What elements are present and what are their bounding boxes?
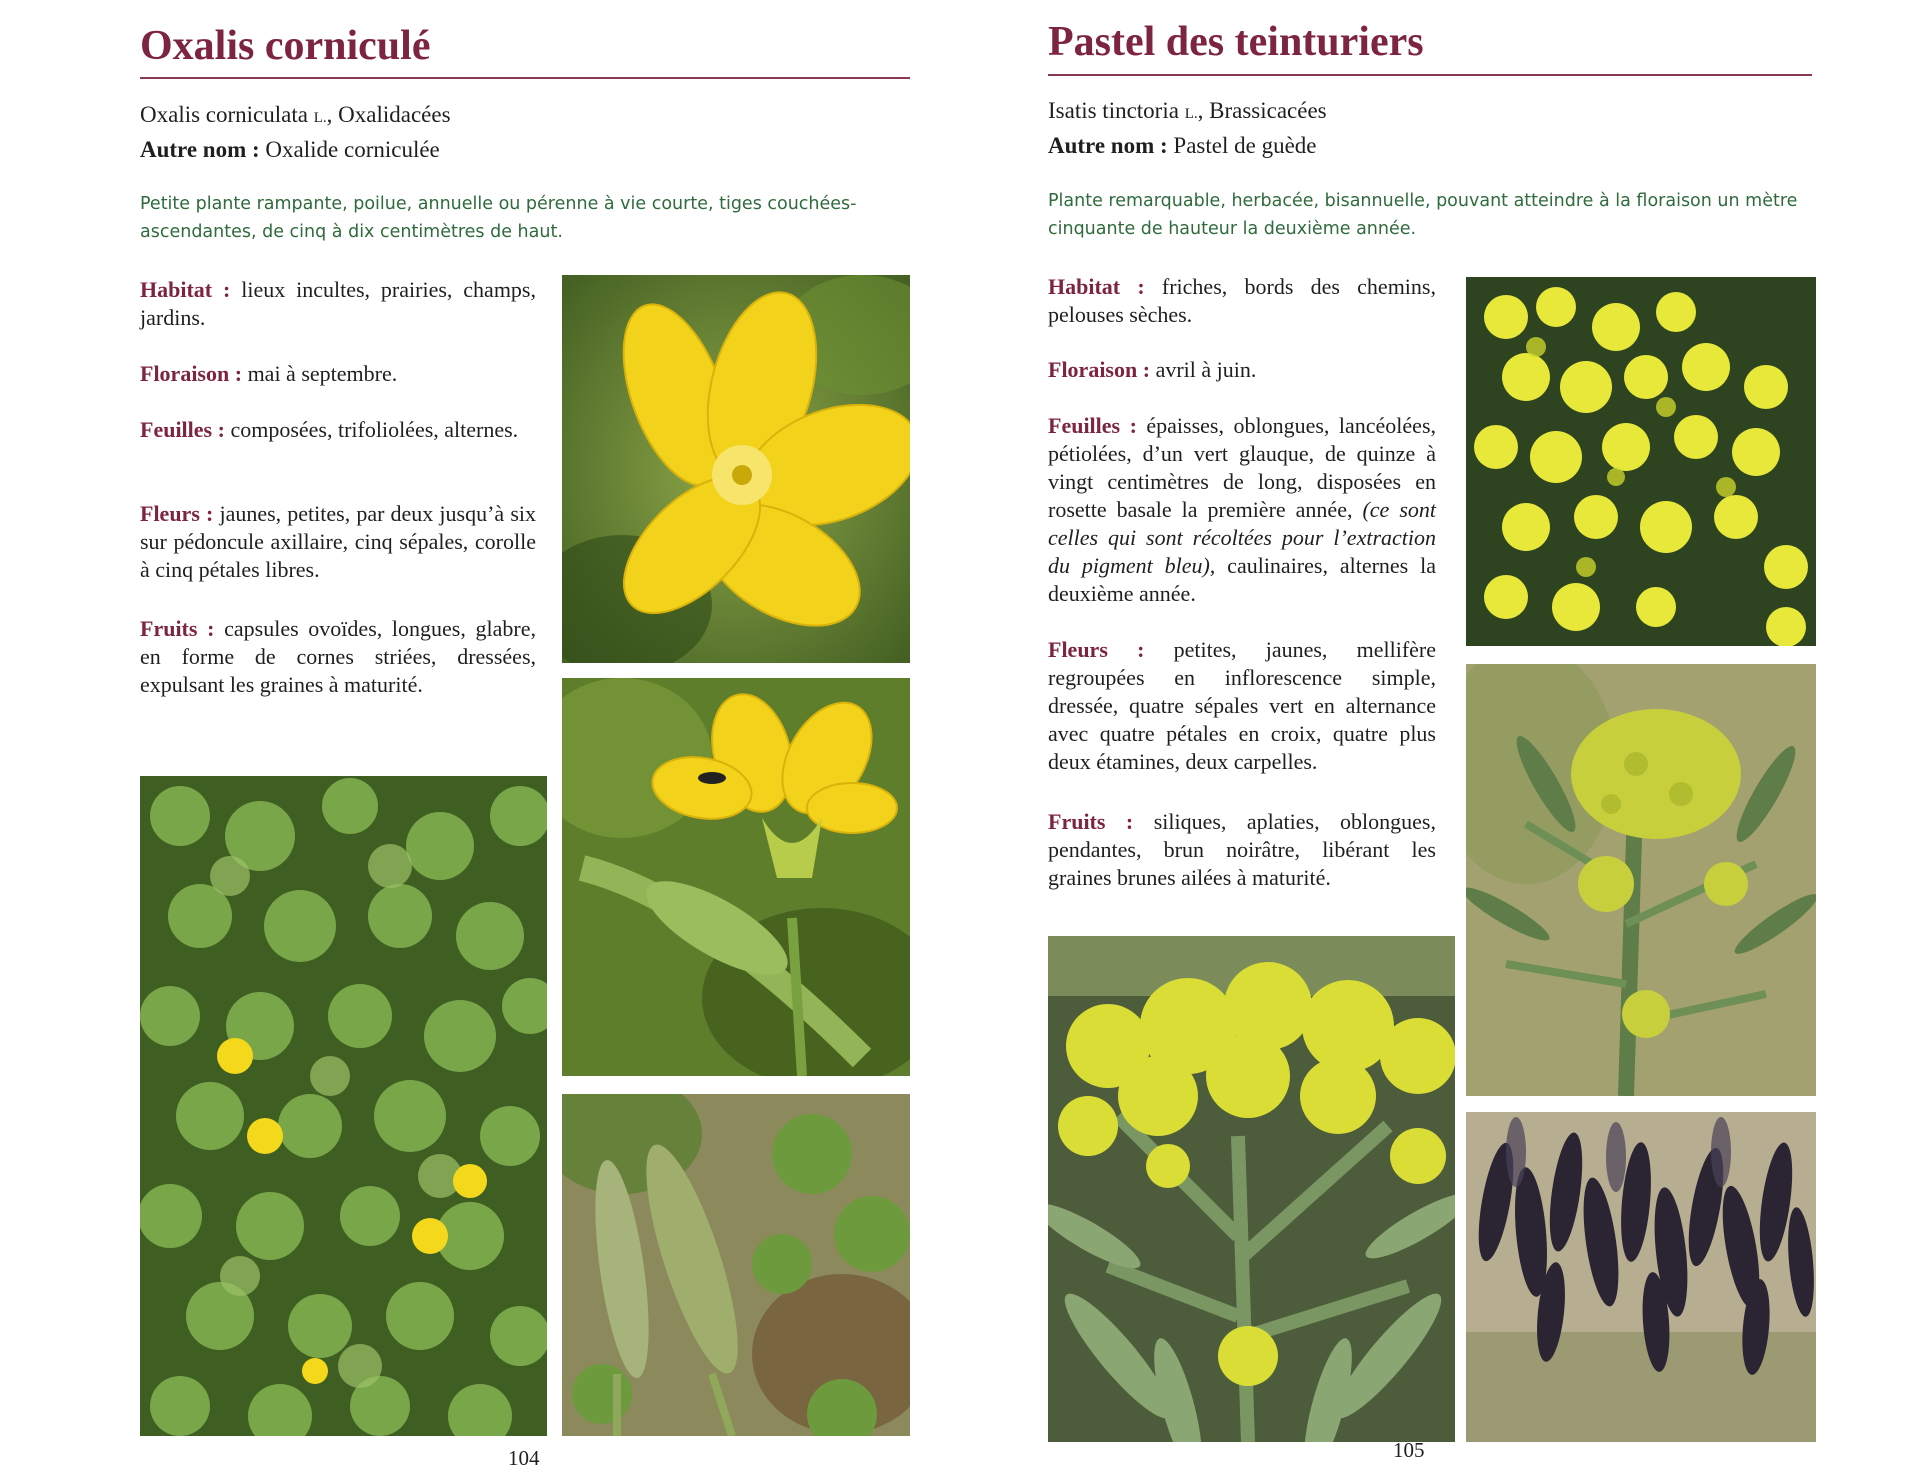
left-page-title: Oxalis corniculé: [140, 23, 431, 69]
left-fleurs: [140, 500, 536, 584]
right-scientific-block: [1048, 95, 1327, 162]
right-feuilles: [1048, 412, 1436, 608]
right-feuilles-italic: (ce sont celles qui sont récoltées pour l’extraction du pigment bleu),: [1048, 497, 1437, 578]
right-floraison-text: avril à juin.: [1150, 357, 1257, 382]
left-scientific-line: [140, 99, 451, 134]
right-page-number: 105: [1393, 1438, 1425, 1462]
left-feuilles-label: Feuilles :: [140, 417, 225, 442]
right-fruits-text: siliques, aplaties, oblongues, pendantes, brun noirâtre, libérant les graines brunes ailées à maturité.: [1048, 809, 1436, 890]
right-fleurs-label: Fleurs :: [1048, 637, 1145, 662]
right-feuilles-text-a: épaisses, oblongues, lancéolées, pétiolées, d’un vert glauque, de quinze à vingt centimètres de long, disposées en rosette basale la première année,: [1048, 413, 1437, 522]
right-scientific-line: [1048, 95, 1327, 130]
right-title-rule: [1048, 74, 1812, 76]
right-floraison: [1048, 356, 1436, 384]
left-other-name: Oxalide corniculée: [259, 137, 440, 162]
left-scientific-block: [140, 99, 451, 166]
photo-isatis-siliques: [1466, 1112, 1816, 1442]
right-floraison-label: Floraison :: [1048, 357, 1151, 382]
left-other-name-label: Autre nom :: [140, 137, 260, 162]
right-scientific-name: Isatis tinctoria: [1048, 98, 1179, 123]
left-fruits-label: Fruits :: [140, 616, 215, 641]
right-family: , Brassicacées: [1197, 98, 1327, 123]
right-other-name: Pastel de guède: [1167, 133, 1317, 158]
left-habitat-label: Habitat :: [140, 277, 231, 302]
right-fruits-label: Fruits :: [1048, 809, 1134, 834]
left-author: L.: [313, 110, 327, 126]
photo-oxalis-flower-bud: [562, 678, 910, 1076]
photo-isatis-yellow-inflorescence: [1466, 277, 1816, 646]
right-page: [960, 0, 1919, 1462]
photo-isatis-flower-head: [1466, 664, 1816, 1096]
right-habitat: [1048, 273, 1436, 329]
right-fleurs: [1048, 636, 1436, 776]
photo-oxalis-flower-closeup: [562, 275, 910, 663]
right-intro: Plante remarquable, herbacée, bisannuelle, pouvant atteindre à la floraison un mètre cinquante de hauteur la deuxième année.: [1048, 191, 1798, 239]
right-feuilles-label: Feuilles :: [1048, 413, 1137, 438]
left-fruits: [140, 615, 536, 699]
left-habitat: [140, 276, 536, 332]
left-other-name-line: [140, 134, 451, 166]
left-family: , Oxalidacées: [326, 102, 451, 127]
right-habitat-text: friches, bords des chemins, pelouses sèches.: [1048, 274, 1436, 327]
left-page-number: 104: [508, 1446, 540, 1470]
photo-oxalis-creeping-plant: [140, 776, 547, 1436]
left-fruits-text: capsules ovoïdes, longues, glabre, en forme de cornes striées, dressées, expulsant les graines à maturité.: [140, 616, 536, 697]
left-title-rule: [140, 77, 910, 79]
right-fruits: [1048, 808, 1436, 892]
right-habitat-label: Habitat :: [1048, 274, 1145, 299]
right-author: L.: [1184, 106, 1198, 122]
left-intro: Petite plante rampante, poilue, annuelle ou pérenne à vie courte, tiges couchées-ascendantes, de cinq à dix centimètres de haut.: [140, 194, 857, 242]
photo-isatis-whole-plant: [1048, 936, 1455, 1442]
left-fleurs-text: jaunes, petites, par deux jusqu’à six sur pédoncule axillaire, cinq sépales, corolle à cinq pétales libres.: [140, 501, 536, 582]
left-feuilles: [140, 416, 536, 444]
right-other-name-label: Autre nom :: [1048, 133, 1168, 158]
left-feuilles-text: composées, trifoliolées, alternes.: [224, 417, 519, 442]
left-floraison: [140, 360, 536, 388]
left-floraison-text: mai à septembre.: [242, 361, 398, 386]
left-scientific-name: Oxalis corniculata: [140, 102, 308, 127]
left-fleurs-label: Fleurs :: [140, 501, 214, 526]
right-page-title: Pastel des teinturiers: [1048, 19, 1424, 65]
right-feuilles-text-b: caulinaires, alternes la deuxième année.: [1048, 553, 1436, 606]
right-other-name-line: [1048, 130, 1327, 162]
photo-oxalis-seed-capsules: [562, 1094, 910, 1436]
right-fleurs-text: petites, jaunes, mellifère regroupées en inflorescence simple, dressée, quatre sépales vert en alternance avec quatre pétales en croix, quatre plus deux étamines, deux carpelles.: [1048, 637, 1437, 774]
left-habitat-text: lieux incultes, prairies, champs, jardins.: [140, 277, 536, 330]
left-floraison-label: Floraison :: [140, 361, 243, 386]
